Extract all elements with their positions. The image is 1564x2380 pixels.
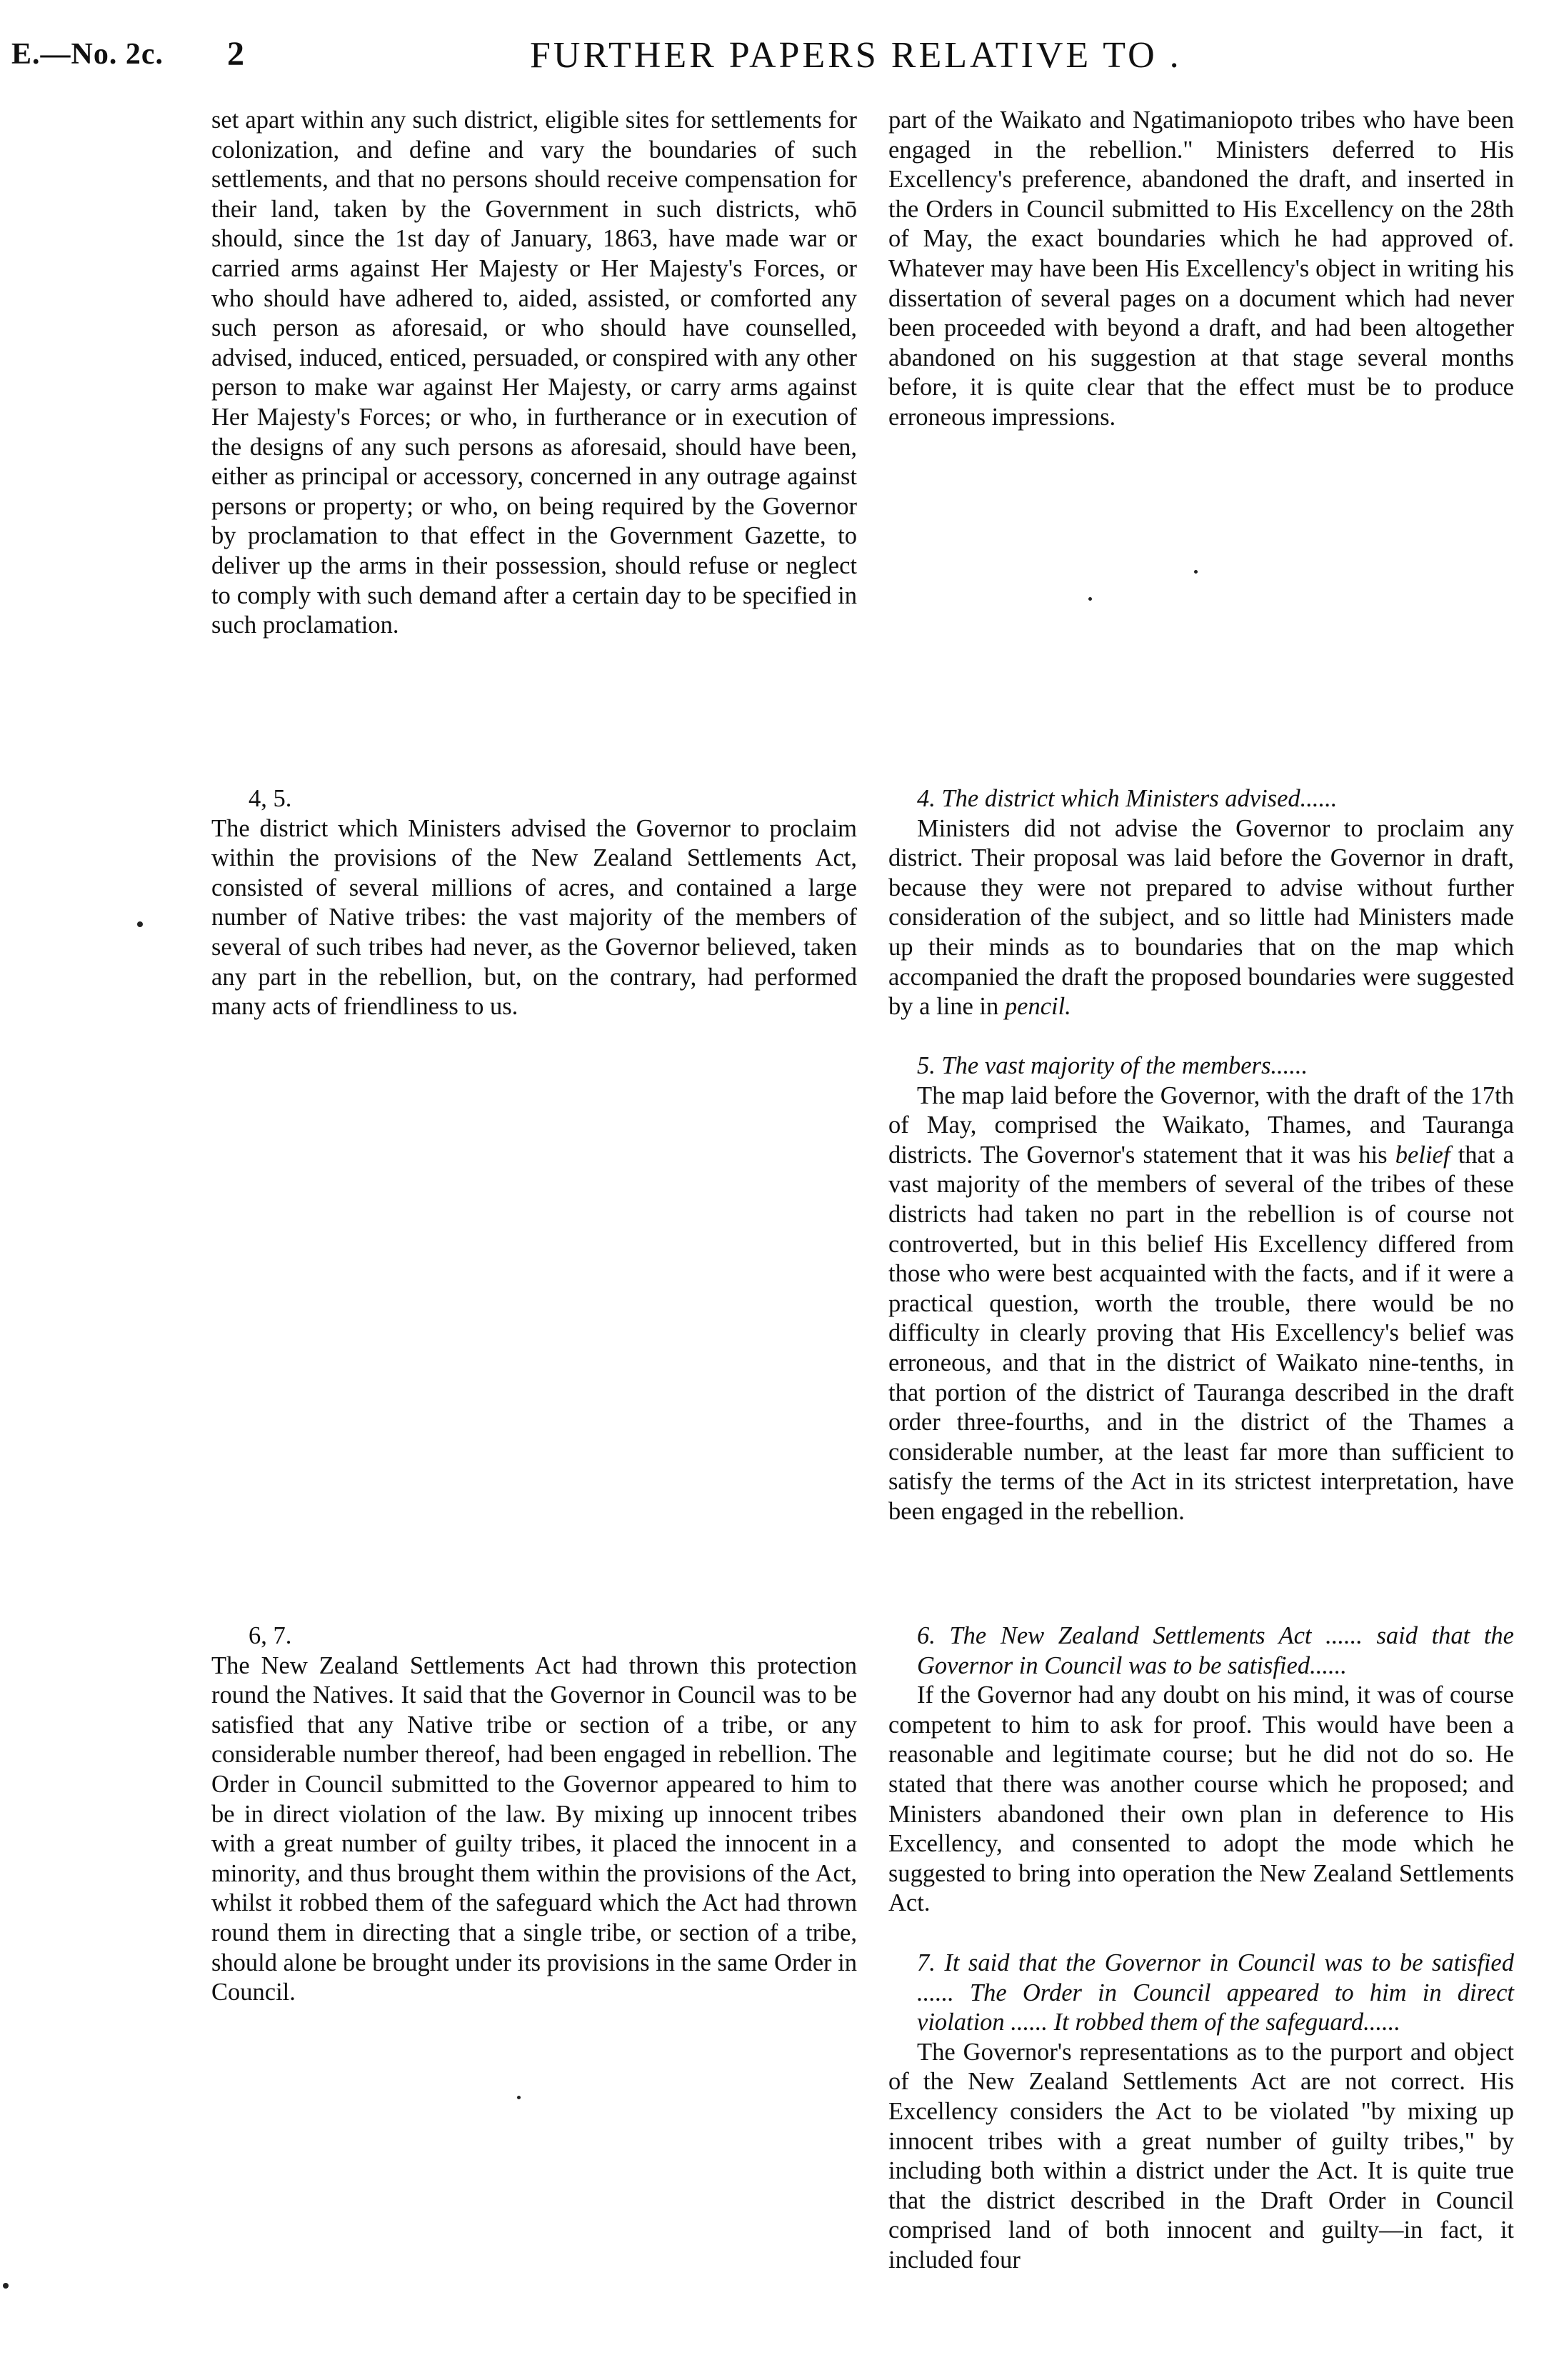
right-section-4-body: [888, 814, 1514, 1022]
right-section-7-heading: 7. It said that the Governor in Council was to be satisfied ...... The Order in Council appeared to him in direct violation ...... It robbed them of the safeguard......: [917, 1949, 1514, 2036]
right-section-5-heading: 5. The vast majority of the members......: [917, 1052, 1308, 1079]
print-speck: [1088, 597, 1092, 601]
print-speck: [137, 921, 143, 927]
print-speck: [517, 2096, 521, 2099]
right-section-4: [888, 784, 1514, 1022]
left-section-6-7: [211, 1621, 857, 2008]
page-header: [0, 0, 1564, 79]
page-number: 2: [227, 35, 244, 73]
right-section-4-text: Ministers did not advise the Governor to proclaim any district. Their proposal was laid before the Governor in draft, because they were not prepared to advise without further consideration of the subject, and so little had Ministers made up their minds as to boundaries that on the map which accompanied the draft the proposed boundaries were suggested by a line in: [888, 814, 1514, 1021]
right-section-4-heading: 4. The district which Ministers advised......: [917, 785, 1338, 812]
right-intro-text: part of the Waikato and Ngatimaniopoto tribes who have been engaged in the rebellion." Ministers deferred to His Excellency's preference, abandoned the draft, and inserted in the Orders in Council submitted to His Excellency on the 28th of May, the exact boundaries which he had approved of. Whatever may have been His Excellency's object in writing his dissertation of several pages on a document which had never been proceeded with beyond a draft, and had been altogether abandoned on his suggestion at that stage several months before, it is quite clear that the effect must be to produce erroneous impressions.: [888, 106, 1514, 431]
print-speck: [3, 2283, 9, 2289]
left-section-4-5-text: The district which Ministers advised the Governor to proclaim within the provisions of the New Zealand Settlements Act, consisted of several millions of acres, and contained a large number of Native tribes: the vast majority of the members of several of such tribes had never, as the Governor believed, taken any part in the rebellion, but, on the contrary, had performed many acts of friendliness to us.: [211, 814, 857, 1021]
document-reference: E.—No. 2c.: [11, 38, 164, 71]
print-speck: [1194, 570, 1198, 574]
right-section-5-text-a: The map laid before the Governor, with the draft of the 17th of May, comprised the Waikato, Thames, and Tauranga districts. The Governor's statement that it was his: [888, 1081, 1514, 1169]
left-section-4-5: [211, 784, 857, 1022]
running-title: FURTHER PAPERS RELATIVE TO .: [530, 35, 1182, 76]
right-section-5-belief: belief: [1395, 1141, 1450, 1169]
left-intro-text: set apart within any such district, eligible sites for settlements for colonization, and define and vary the boundaries of such settlements, and that no persons should receive compensation for their land, taken by the Government in such districts, whō should, since the 1st day of January, 1863, have made war or carried arms against Her Majesty or Her Majesty's Forces, or who should have adhered to, aided, assisted, or comforted any such person as aforesaid, or who should have counselled, advised, induced, enticed, persuaded, or conspired with any other person to make war against Her Majesty, or carry arms against Her Majesty's Forces; or who, in furtherance or in execution of the designs of any such persons as aforesaid, should have been, either as principal or accessory, concerned in any outrage against persons or property; or who, on being required by the Governor by proclamation to that effect in the Government Gazette, to deliver up the arms in their possession, should refuse or neglect to comply with such demand after a certain day to be specified in such proclamation.: [211, 106, 857, 639]
left-section-6-7-text: The New Zealand Settlements Act had thrown this protection round the Natives. It said that the Governor in Council was to be satisfied that any Native tribe or section of a tribe, or any considerable number thereof, had been engaged in rebellion. The Order in Council submitted to the Governor appeared to him to be in direct violation of the law. By mixing up innocent tribes with a great number of guilty tribes, it placed the innocent in a minority, and thus brought them within the provisions of the Act, whilst it robbed them of the safeguard which the Act had thrown round them in directing that a single tribe, or section of a tribe, should alone be brought under its provisions in the same Order in Council.: [211, 1651, 857, 2006]
right-section-6: [888, 1621, 1514, 1919]
right-section-4-pencil: pencil.: [1004, 993, 1071, 1021]
right-section-6-heading: 6. The New Zealand Settlements Act ...... said that the Governor in Council was to be satisfied......: [917, 1622, 1514, 1679]
right-section-6-text: If the Governor had any doubt on his mind, it was of course competent to him to ask for proof. This would have been a reasonable and legitimate course; but he did not do so. He stated that there was another course which he proposed; and Ministers abandoned their own plan in deference to His Excellency, and consented to adopt the mode which he suggested to bring into operation the New Zealand Settlements Act.: [888, 1681, 1514, 1917]
right-intro: [888, 106, 1514, 433]
left-section-6-7-number: 6, 7.: [249, 1622, 292, 1649]
left-intro: [211, 106, 857, 641]
right-section-5: [888, 1051, 1514, 1527]
left-section-4-5-number: 4, 5.: [249, 785, 292, 812]
right-section-5-text-b: that a vast majority of the members of several of the tribes of these districts had taken no part in the rebellion is of course not controverted, but in this belief His Excellency differed from those who were best acquainted with the facts, and if it were a practical question, worth the trouble, there would be no difficulty in clearly proving that His Excellency's belief was erroneous, and that in the district of Waikato nine-tenths, in that portion of the district of Tauranga described in the draft order three-fourths, and in the district of the Thames a considerable number, at the least far more than sufficient to satisfy the terms of the Act in its strictest interpretation, have been engaged in the rebellion.: [888, 1141, 1514, 1525]
right-section-5-body: [888, 1081, 1514, 1527]
right-section-7-text: The Governor's representations as to the purport and object of the New Zealand Settlements Act are not correct. His Excellency considers the Act to be violated "by mixing up innocent tribes with a great number of guilty tribes," by including both within a district under the Act. It is quite true that the district described in the Draft Order in Council comprised land of both innocent and guilty—in fact, it included four: [888, 2038, 1514, 2274]
right-section-7: [888, 1949, 1514, 2276]
